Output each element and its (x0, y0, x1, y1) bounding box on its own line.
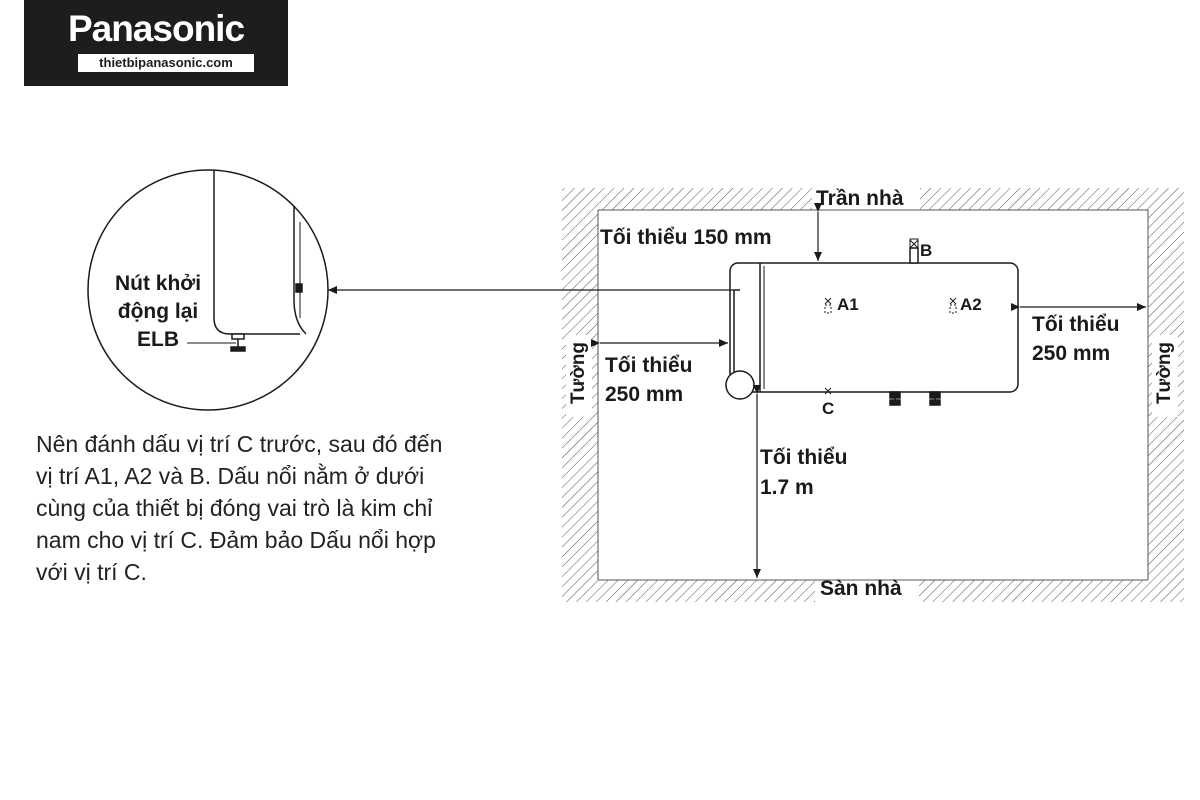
elb-label-line-3: ELB (137, 328, 179, 351)
min-bottom-label-1: Tối thiểu (760, 446, 848, 469)
floor-label: Sàn nhà (820, 577, 902, 600)
left-wall-label: Tường (568, 341, 589, 405)
point-b-label: B (920, 241, 933, 260)
elb-label-line-2: động lại (117, 300, 199, 323)
min-left-label-2: 250 mm (605, 383, 684, 406)
point-a1-label: A1 (837, 295, 859, 314)
min-right-label-2: 250 mm (1032, 342, 1111, 365)
elb-label-line-1: Nút khởi (114, 272, 202, 295)
min-bottom-label-2: 1.7 m (760, 476, 814, 499)
point-a2-label: A2 (960, 295, 982, 314)
right-wall-label: Tường (1154, 341, 1175, 405)
min-top-label: Tối thiểu 150 mm (600, 226, 772, 249)
instruction-note: Nên đánh dấu vị trí C trước, sau đó đến vị trí A1, A2 và B. Dấu nổi nằm ở dưới cùng của thiết bị đóng vai trò là kim chỉ nam cho vị trí C. Đảm bảo Dấu nổi hợp với vị trí C. (36, 431, 443, 585)
water-heater (726, 239, 1018, 405)
point-c-label: C (822, 399, 835, 418)
brand-website: thietbipanasonic.com (78, 54, 254, 72)
brand-name: Panasonic (67, 8, 245, 49)
min-right-label-1: Tối thiểu (1032, 313, 1120, 336)
ceiling-label: Trần nhà (816, 187, 904, 210)
elb-label (96, 270, 220, 354)
min-left-label-1: Tối thiểu (605, 354, 693, 377)
